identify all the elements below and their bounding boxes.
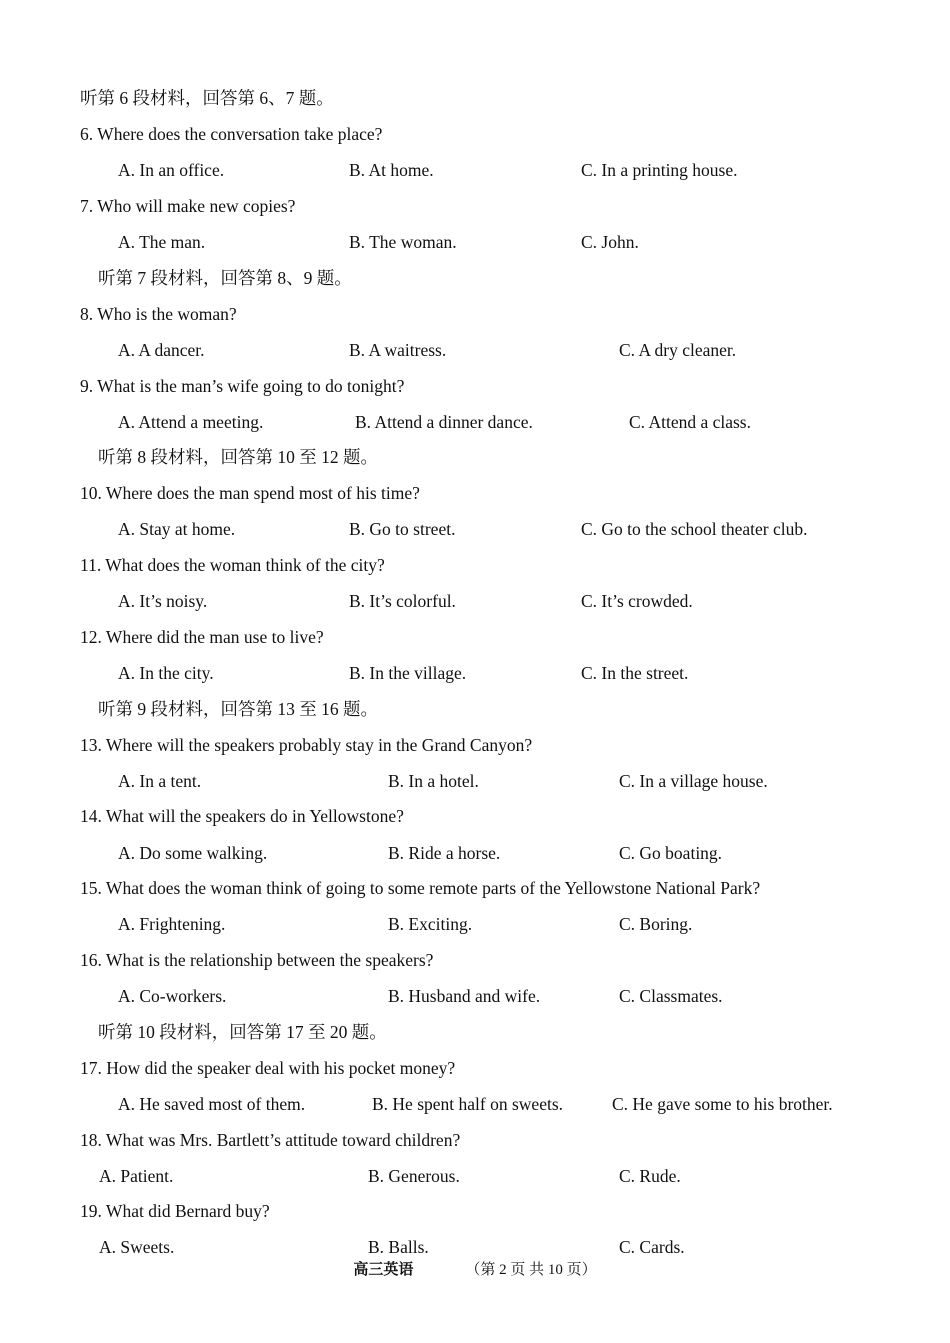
section-heading: 听第 9 段材料，回答第 13 至 16 题。 [98, 699, 378, 719]
question-19-option-c: C. Cards. [619, 1237, 685, 1257]
question-8: 8. Who is the woman? [80, 304, 237, 324]
question-7-option-b: B. The woman. [349, 232, 457, 252]
question-6-option-c: C. In a printing house. [581, 160, 738, 180]
question-6-option-a: A. In an office. [118, 160, 225, 180]
question-11-option-a: A. It’s noisy. [118, 591, 208, 611]
question-12-option-b: B. In the village. [349, 663, 467, 683]
section-heading: 听第 6 段材料，回答第 6、7 题。 [80, 88, 334, 108]
question-17-option-a: A. He saved most of them. [118, 1094, 306, 1114]
question-6-option-b: B. At home. [349, 160, 434, 180]
question-7: 7. Who will make new copies? [80, 196, 296, 216]
question-15: 15. What does the woman think of going to some remote parts of the Yellowstone National Park? [80, 878, 761, 898]
question-16: 16. What is the relationship between the speakers? [80, 950, 434, 970]
question-16-option-b: B. Husband and wife. [388, 986, 541, 1006]
question-9: 9. What is the man’s wife going to do tonight? [80, 376, 405, 396]
question-10-option-b: B. Go to street. [349, 519, 456, 539]
question-11-option-c: C. It’s crowded. [581, 591, 693, 611]
question-19: 19. What did Bernard buy? [80, 1201, 270, 1221]
question-13-option-c: C. In a village house. [619, 771, 768, 791]
question-18-option-c: C. Rude. [619, 1166, 681, 1186]
question-17-option-c: C. He gave some to his brother. [612, 1094, 833, 1114]
question-17-option-b: B. He spent half on sweets. [372, 1094, 564, 1114]
question-15-option-b: B. Exciting. [388, 914, 473, 934]
question-6: 6. Where does the conversation take place? [80, 124, 383, 144]
question-14-option-b: B. Ride a horse. [388, 843, 501, 863]
question-16-option-c: C. Classmates. [619, 986, 723, 1006]
question-9-option-a: A. Attend a meeting. [118, 412, 264, 432]
question-15-option-c: C. Boring. [619, 914, 693, 934]
question-19-option-a: A. Sweets. [99, 1237, 175, 1257]
question-19-option-b: B. Balls. [368, 1237, 429, 1257]
question-10: 10. Where does the man spend most of his time? [80, 483, 420, 503]
section-heading: 听第 8 段材料，回答第 10 至 12 题。 [98, 447, 378, 467]
question-9-option-b: B. Attend a dinner dance. [355, 412, 533, 432]
question-18-option-b: B. Generous. [368, 1166, 460, 1186]
question-17: 17. How did the speaker deal with his pocket money? [80, 1058, 456, 1078]
section-heading: 听第 7 段材料，回答第 8、9 题。 [98, 268, 352, 288]
question-12: 12. Where did the man use to live? [80, 627, 324, 647]
question-12-option-c: C. In the street. [581, 663, 689, 683]
question-18-option-a: A. Patient. [99, 1166, 174, 1186]
question-16-option-a: A. Co-workers. [118, 986, 227, 1006]
question-14-option-a: A. Do some walking. [118, 843, 268, 863]
footer-page-info: （第 2 页 共 10 页） [465, 1262, 597, 1278]
question-8-option-a: A. A dancer. [118, 340, 205, 360]
question-11-option-b: B. It’s colorful. [349, 591, 456, 611]
question-13-option-b: B. In a hotel. [388, 771, 479, 791]
question-9-option-c: C. Attend a class. [629, 412, 751, 432]
question-11: 11. What does the woman think of the city? [80, 555, 385, 575]
section-heading: 听第 10 段材料，回答第 17 至 20 题。 [98, 1022, 387, 1042]
question-8-option-b: B. A waitress. [349, 340, 447, 360]
question-14-option-c: C. Go boating. [619, 843, 723, 863]
question-10-option-a: A. Stay at home. [118, 519, 236, 539]
question-14: 14. What will the speakers do in Yellowstone? [80, 806, 404, 826]
question-18: 18. What was Mrs. Bartlett’s attitude toward children? [80, 1130, 461, 1150]
page-footer [0, 1260, 950, 1280]
question-7-option-c: C. John. [581, 232, 639, 252]
question-15-option-a: A. Frightening. [118, 914, 226, 934]
question-13: 13. Where will the speakers probably stay in the Grand Canyon? [80, 735, 533, 755]
question-8-option-c: C. A dry cleaner. [619, 340, 737, 360]
question-10-option-c: C. Go to the school theater club. [581, 519, 808, 539]
question-7-option-a: A. The man. [118, 232, 206, 252]
footer-subject: 高三英语 [353, 1262, 414, 1278]
question-13-option-a: A. In a tent. [118, 771, 202, 791]
question-12-option-a: A. In the city. [118, 663, 214, 683]
